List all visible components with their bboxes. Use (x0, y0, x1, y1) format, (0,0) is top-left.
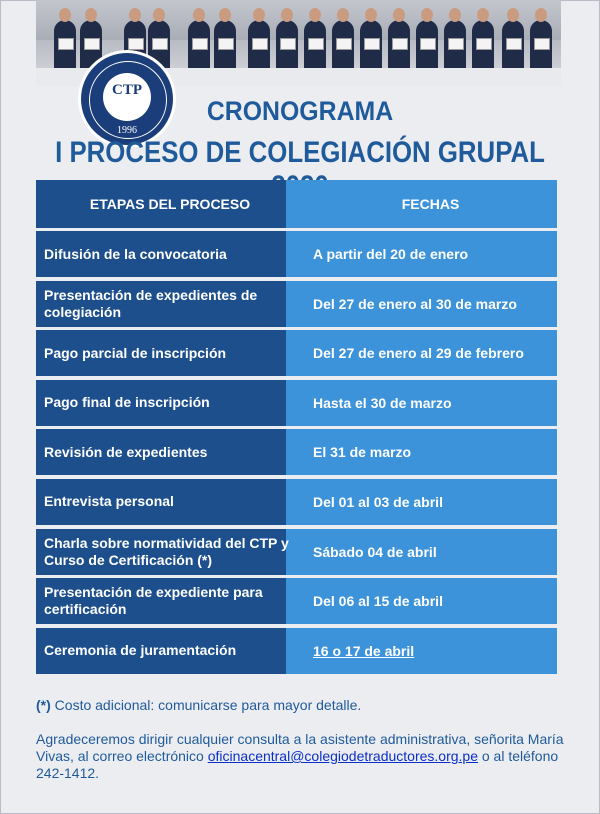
table-row (36, 578, 557, 624)
date-cell: Hasta el 30 de marzo (313, 394, 452, 411)
contact-text-after: o al teléfono 242-1412. (36, 748, 559, 781)
footnote (36, 697, 361, 713)
date-cell: A partir del 20 de enero (313, 246, 469, 262)
table-row (36, 231, 557, 277)
stage-cell: Presentación de expediente para certificación (44, 584, 263, 618)
stage-cell: Pago final de inscripción (44, 394, 210, 411)
stage-cell: Revisión de expedientes (44, 443, 208, 460)
contact-paragraph (36, 731, 566, 782)
schedule-table (36, 180, 557, 677)
date-cell: Del 27 de enero al 29 de febrero (313, 345, 524, 362)
table-row (36, 628, 557, 674)
stage-cell: Charla sobre normatividad del CTP y Curso de Certificación (*) (44, 534, 289, 568)
email-link[interactable]: oficinacentral@colegiodetraductores.org.pe (207, 748, 478, 764)
logo-monogram: CTP (112, 82, 142, 98)
stage-cell: Pago parcial de inscripción (44, 344, 227, 361)
table-row (36, 330, 557, 376)
date-cell: El 31 de marzo (313, 444, 412, 461)
table-row (36, 380, 557, 426)
contact-text-before: Agradeceremos dirigir cualquier consulta a la asistente administrativa, señorita María Vivas, al correo electrónico (36, 731, 564, 764)
date-cell: Sábado 04 de abril (313, 543, 437, 560)
date-link-cell[interactable] (313, 628, 557, 674)
table-row (36, 281, 557, 327)
table-header-row (36, 180, 557, 228)
date-cell: Del 06 al 15 de abril (313, 593, 443, 610)
footnote-text: Costo adicional: comunicarse para mayor detalle. (50, 697, 362, 713)
stage-cell: Entrevista personal (44, 493, 174, 510)
stage-cell: Difusión de la convocatoria (44, 245, 227, 262)
table-row (36, 429, 557, 475)
date-cell: Del 01 al 03 de abril (313, 493, 443, 510)
footnote-marker: (*) (36, 697, 51, 713)
page-subtitle: I PROCESO DE COLEGIACIÓN GRUPAL (55, 136, 545, 169)
date-cell: Del 27 de enero al 30 de marzo (313, 295, 517, 312)
stage-cell: Presentación de expedientes de colegiación (44, 286, 258, 320)
ceremony-date-link[interactable]: 16 o 17 de abril (313, 642, 415, 659)
table-row (36, 479, 557, 525)
header-dates: FECHAS (401, 196, 460, 212)
stage-cell: Ceremonia de juramentación (44, 642, 237, 659)
header-stages: ETAPAS DEL PROCESO (89, 195, 251, 212)
table-row (36, 529, 557, 575)
page-title: CRONOGRAMA (206, 96, 394, 126)
logo-year: 1996 (117, 125, 137, 136)
